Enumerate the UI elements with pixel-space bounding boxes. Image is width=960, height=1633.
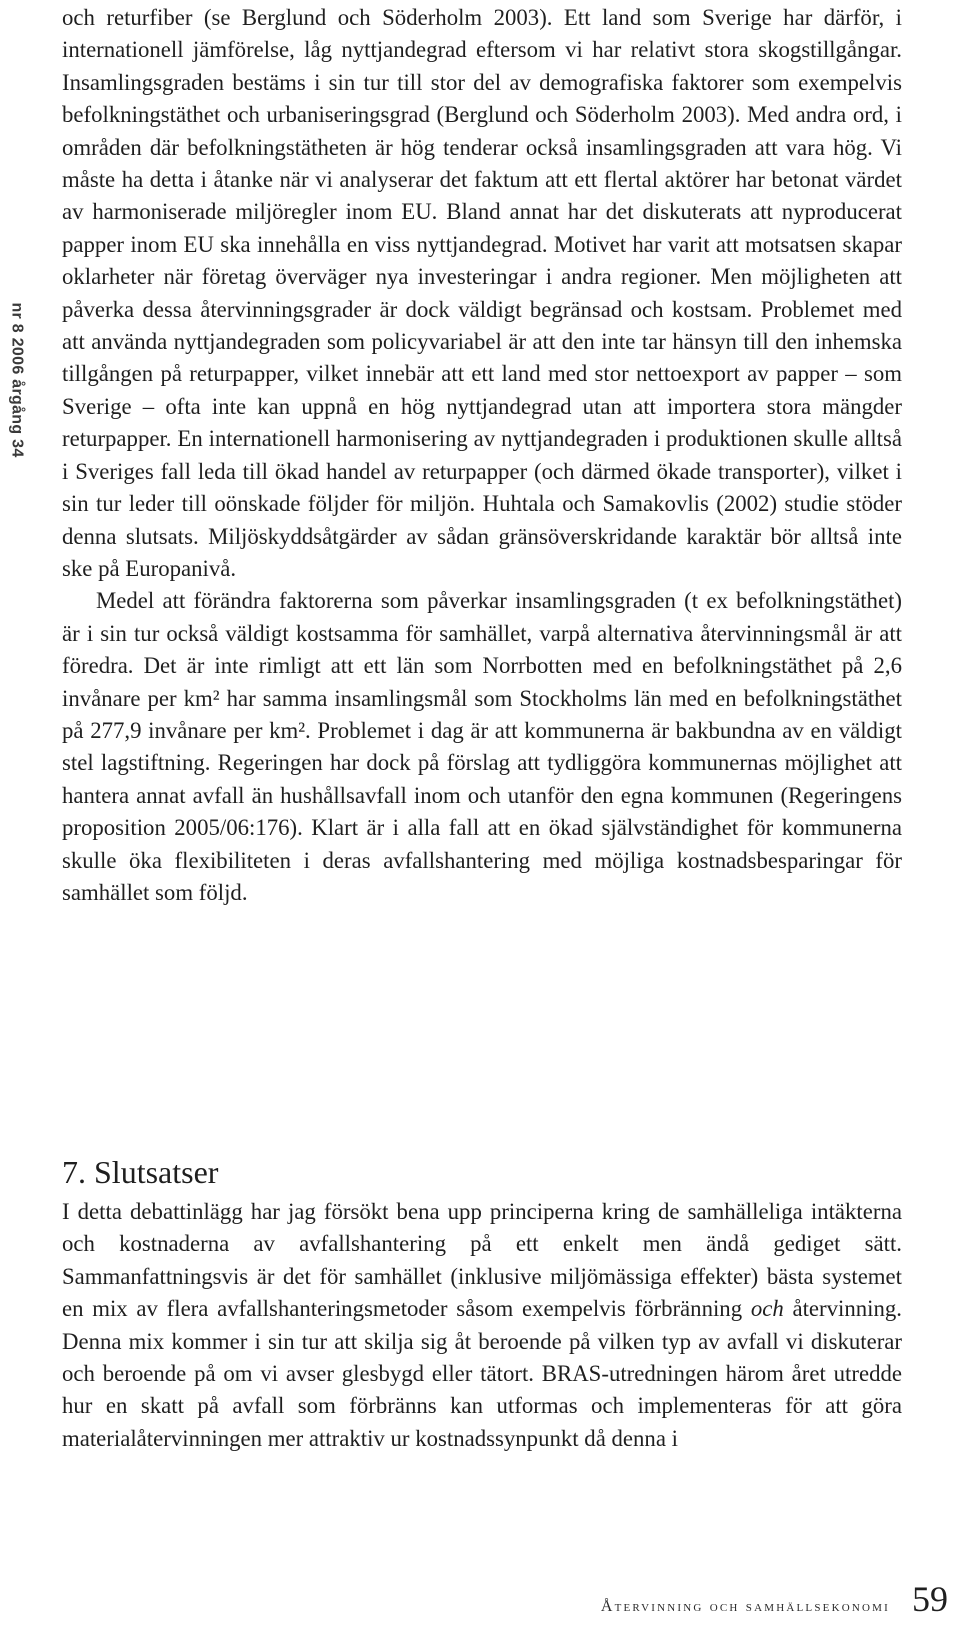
section-heading: 7. Slutsatser <box>62 1154 219 1190</box>
section-body <box>62 1196 902 1455</box>
body-paragraph-1: och returfiber (se Berglund och Söderholm 2003). Ett land som Sverige har därför, i internationell jämförelse, låg nyttjandegrad eftersom vi har relativt stora skogstillgångar. Insamlingsgraden bestäms i sin tur till stor del av demografiska faktorer som exempelvis befolkningstäthet och urbaniseringsgrad (Berglund och Söderholm 2003). Med andra ord, i områden där befolkningstätheten är hög tenderar också insamlingsgraden att vara hög. Vi måste ha detta i åtanke när vi analyserar det faktum att ett flertal aktörer har betonat värdet av harmoniserade miljöregler inom EU. Bland annat har det diskuterats att nyproducerat papper inom EU ska innehålla en viss nyttjandegrad. Motivet har varit att motsatsen skapar oklarheter när företag överväger nya investeringar i andra regioner. Men möjligheten att påverka dessa återvinningsgrader är dock väldigt begränsad och kostsam. Problemet med att använda nyttjandegraden som policyvariabel är att den inte tar hänsyn till den inhemska tillgången på returpapper, vilket innebär att ett land med stor nettoexport av papper – som Sverige – ofta inte kan uppnå en hög nyttjandegrad utan att importera stora mängder returpapper. En internationell harmonisering av nyttjandegraden i produktionen skulle alltså i Sveriges fall leda till ökad handel av returpapper (och därmed ökade transporter), vilket i sin tur leder till oönskade följder för miljön. Huhtala och Samakovlis (2002) studie stöder denna slutsats. Miljöskyddsåtgärder av sådan gränsöverskridande karaktär bör alltså inte ske på Europanivå. <box>62 5 902 581</box>
page-number: 59 <box>912 1579 948 1619</box>
journal-issue-text: nr 8 2006 årgång 34 <box>9 302 26 458</box>
section-italic-word: och <box>750 1296 784 1322</box>
section-text-part-2: återvinning. Denna mix kommer i sin tur att skilja sig åt beroende på vilken typ av avfall vi diskuterar och beroende på om vi avser glesbygd eller tätort. BRAS-utredningen härom året utredde hur en skatt på avfall som förbränns kan utformas och implementeras för att göra materialåtervinningen mer attraktiv ur kostnadssynpunkt då denna i <box>62 1296 902 1451</box>
section-text-part-1: I detta debattinlägg har jag försökt bena upp principerna kring de samhälleliga intäkterna och kostnaderna av avfallshantering på ett enkelt men ändå gediget sätt. Sammanfattningsvis är det för samhället (inklusive miljömässiga effekter) bästa systemet en mix av flera avfallshanteringsmetoder såsom exempelvis förbränning <box>62 1199 902 1322</box>
main-text-column <box>62 0 902 909</box>
section-paragraph <box>62 1196 902 1455</box>
journal-issue-label <box>6 270 28 490</box>
body-paragraph-2: Medel att förändra faktorerna som påverkar insamlingsgraden (t ex befolkningstäthet) är i sin tur också väldigt kostsamma för samhället, varpå alternativa återvinningsmål är att föredra. Det är inte rimligt att ett län som Norrbotten med en befolkningstäthet på 2,6 invånare per km² har samma insamlingsmål som Stockholms län med en befolkningstäthet på 277,9 invånare per km². Problemet i dag är att kommunerna är bakbundna av en väldigt stel lagstiftning. Regeringen har dock på förslag att tydliggöra kommunernas möjlighet att hantera annat avfall än hushållsavfall inom och utanför den egna kommunen (Regeringens proposition 2005/06:176). Klart är i alla fall att en ökad självständighet för kommunerna skulle öka flexibiliteten i deras avfallshantering med möjliga kostnadsbesparingar för samhället som följd. <box>62 588 902 905</box>
page-footer <box>601 1578 948 1628</box>
running-footer-title: Återvinning och samhällsekonomi <box>600 1598 890 1615</box>
